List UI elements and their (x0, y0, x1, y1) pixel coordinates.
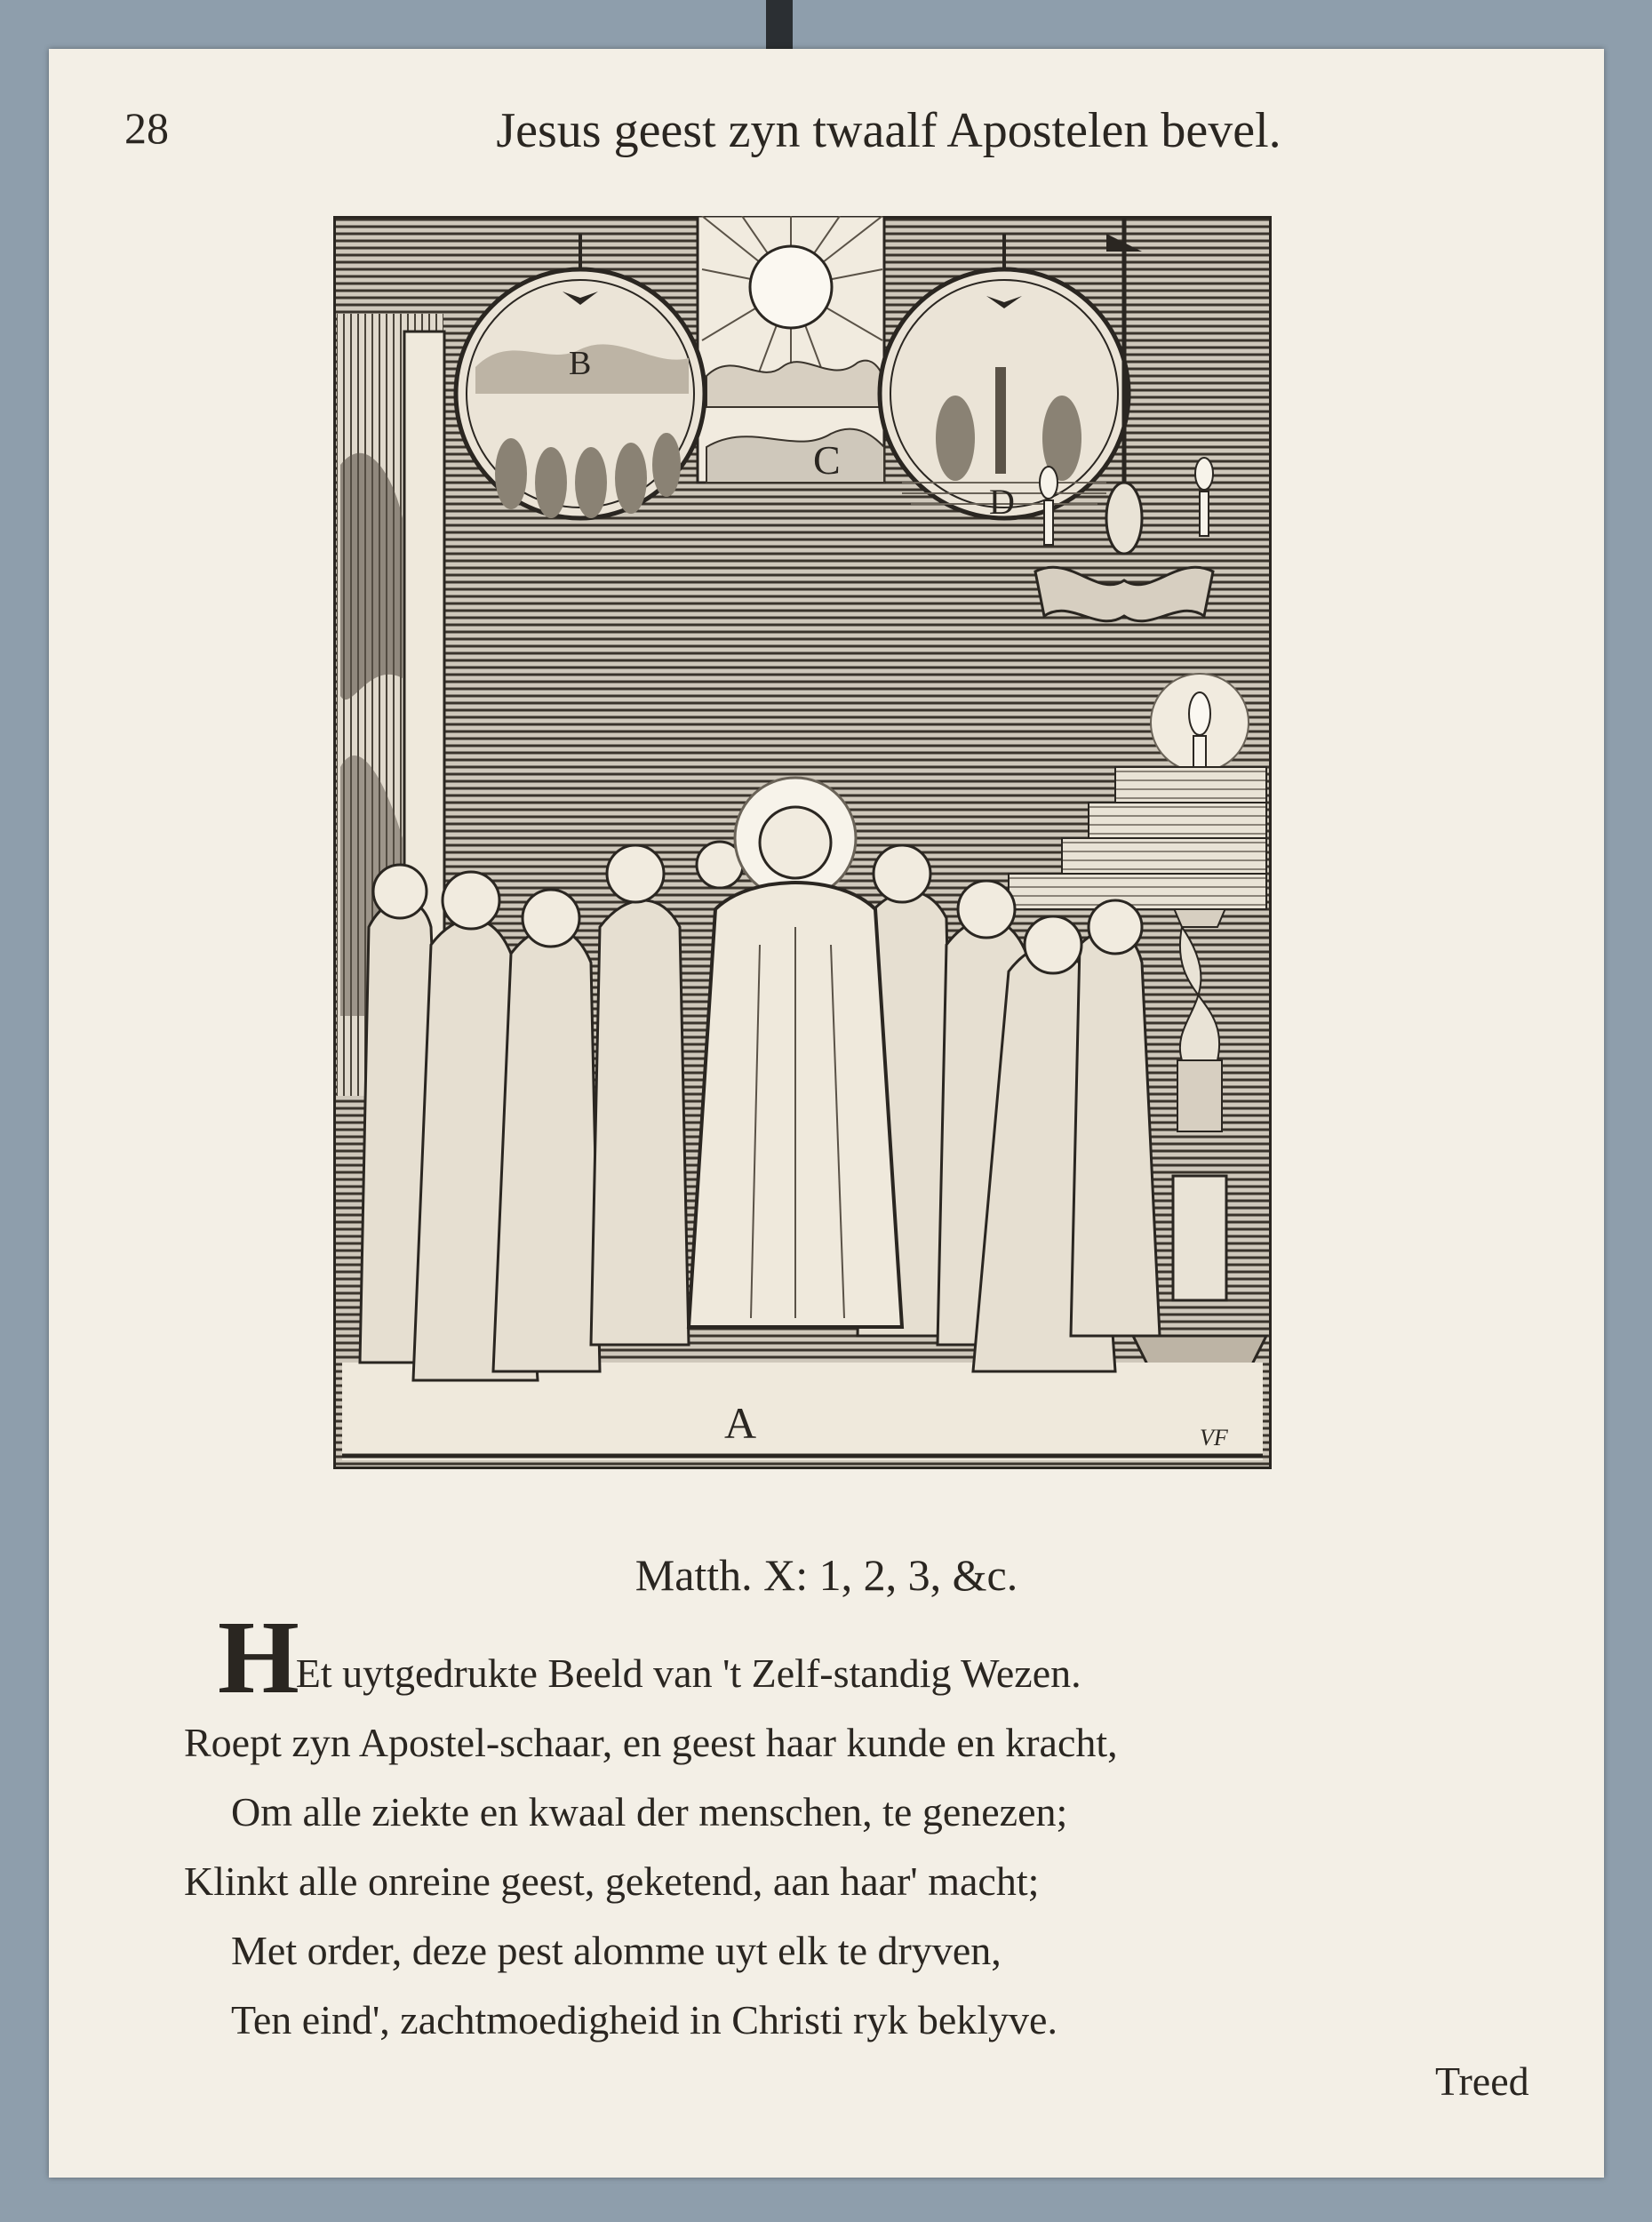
sun-panel (698, 216, 884, 483)
verse-line-4: Klinkt alle onreine geest, geketend, aan haar' macht; (184, 1858, 1040, 1904)
binding-strip (766, 0, 793, 53)
running-title: Jesus geest zyn twaalf Apostelen bevel. (496, 103, 1281, 158)
verse-line-5: Met order, deze pest alomme uyt elk te dryven, (231, 1928, 1002, 1973)
woodcut-illustration (333, 216, 1272, 1469)
verse-line-2: Roept zyn Apostel-schaar, en geest haar kunde en kracht, (184, 1720, 1118, 1765)
label-d: D (989, 482, 1015, 522)
label-c: C (813, 437, 841, 483)
verse-line-1-text: Et uytgedrukte Beeld van 't Zelf-standig Wezen. (295, 1651, 1081, 1696)
verse-block (129, 1599, 1462, 2055)
artist-monogram: VF (1200, 1425, 1228, 1451)
verse-line-3: Om alle ziekte en kwaal der menschen, te genezen; (231, 1789, 1068, 1834)
page-number: 28 (124, 103, 169, 153)
verse-line-1 (129, 1599, 1462, 1715)
verse-line-6: Ten eind', zachtmoedigheid in Christi ryk beklyve. (231, 1997, 1057, 2042)
label-b: B (569, 345, 592, 382)
catchword: Treed (1435, 2058, 1529, 2104)
label-a: A (724, 1398, 757, 1448)
scripture-reference: Matth. X: 1, 2, 3, &c. (634, 1550, 1018, 1600)
book-page (49, 49, 1604, 2178)
drop-cap: H (218, 1599, 296, 1715)
